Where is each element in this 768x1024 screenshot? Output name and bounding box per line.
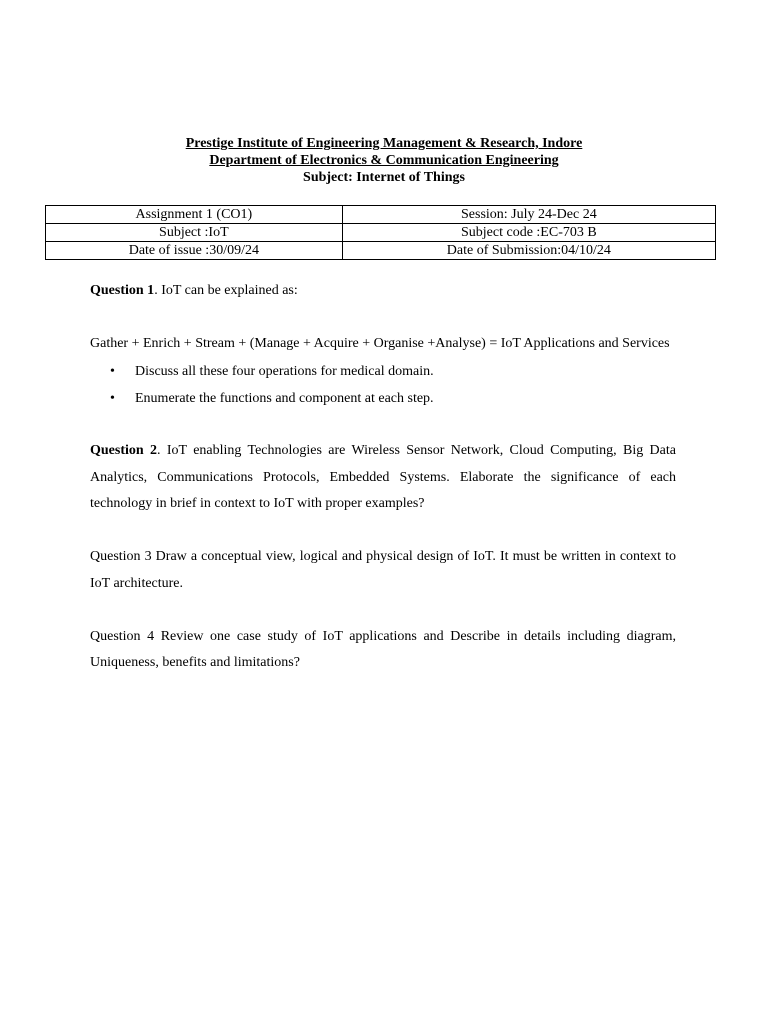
table-row (46, 242, 716, 260)
table-cell: Subject code :EC-703 B (342, 224, 715, 242)
question-2 (90, 438, 676, 518)
bullet-text: Enumerate the functions and component at each step. (135, 390, 434, 406)
table-row (46, 224, 716, 242)
question-2-text: . IoT enabling Technologies are Wireless Sensor Network, Cloud Computing, Big Data Analytics, Communications Protocols, Embedded Systems. Elaborate the significance of each technology in brief in context to IoT with proper examples? (90, 443, 676, 511)
question-1-text: . IoT can be explained as: (154, 283, 298, 298)
table-row (46, 206, 716, 224)
question-3: Question 3 Draw a conceptual view, logical and physical design of IoT. It must be written in context to IoT architecture. (90, 549, 676, 591)
table-cell: Date of Submission:04/10/24 (342, 242, 715, 260)
department-title: Department of Electronics & Communication Engineering (209, 153, 559, 168)
list-item (90, 358, 676, 385)
table-cell: Assignment 1 (CO1) (46, 206, 343, 224)
question-4: Question 4 Review one case study of IoT applications and Describe in details including diagram, Uniqueness, benefits and limitations? (90, 628, 676, 670)
questions-body (90, 278, 676, 677)
table-cell: Subject :IoT (46, 224, 343, 242)
question-2-label: Question 2 (90, 443, 158, 458)
question-1 (90, 278, 676, 305)
bullet-text: Discuss all these four operations for medical domain. (135, 363, 434, 379)
table-cell: Session: July 24-Dec 24 (342, 206, 715, 224)
bullet-icon: • (110, 390, 115, 406)
question-1-formula: Gather + Enrich + Stream + (Manage + Acquire + Organise +Analyse) = IoT Applications and Services (90, 336, 670, 351)
question-1-label: Question 1 (90, 283, 155, 298)
question-1-bullets (90, 358, 676, 412)
assignment-info-table (45, 205, 716, 260)
table-cell: Date of issue :30/09/24 (46, 242, 343, 260)
list-item (90, 385, 676, 412)
institute-title: Prestige Institute of Engineering Management & Research, Indore (185, 136, 583, 151)
document-header (0, 135, 768, 186)
subject-title: Subject: Internet of Things (303, 170, 465, 185)
bullet-icon: • (110, 363, 115, 379)
